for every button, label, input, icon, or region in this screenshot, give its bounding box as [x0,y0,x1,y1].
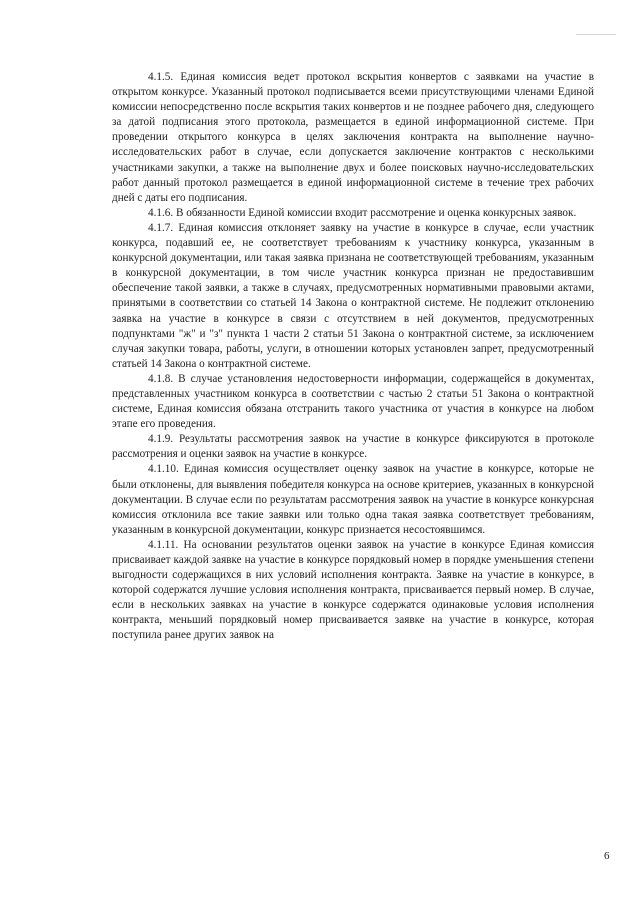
paragraph-4-1-8: 4.1.8. В случае установления недостоверности информации, содержащейся в документах, представленных участником конкурса в соответствии с частью 2 статьи 51 Закона о контрактной системе, Единая комиссия обязана отстранить такого участника от участия в конкурсе на любом этапе его проведения. [112,372,594,431]
paragraph-4-1-10: 4.1.10. Единая комиссия осуществляет оценку заявок на участие в конкурсе, которые не были отклонены, для выявления победителя конкурса на основе критериев, указанных в конкурсной документации. В случае если по результатам рассмотрения заявок на участие в конкурсе конкурсная комиссия отклонила все такие заявки или только одна такая заявка соответствует требованиям, указанным в конкурсной документации, конкурс признается несостоявшимся. [112,463,594,536]
paragraph-4-1-6: 4.1.6. В обязанности Единой комиссии входит рассмотрение и оценка конкурсных заявок. [148,206,577,219]
paragraph-4-1-7: 4.1.7. Единая комиссия отклоняет заявку на участие в конкурсе в случае, если участник конкурса, подавший ее, не соответствует требованиям к участнику конкурса, указанным в конкурсной документации, или такая заявка признана не соответствующей требованиям, указанным в конкурсной документации, в том числе участник конкурса признан не предоставившим обеспечение такой заявки, а также в случаях, предусмотренных нормативными правовыми актами, принятыми в соответствии со статьей 14 Закона о контрактной системе. Не подлежит отклонению заявка на участие в конкурсе в связи с отсутствием в ней документов, предусмотренных подпунктами "ж" и "з" пункта 1 части 2 статьи 51 Закона о контрактной системе, за исключением случая закупки товара, работы, услуги, в отношении которых установлен запрет, предусмотренный статьей 14 Закона о контрактной системе. [112,221,594,370]
paragraph-4-1-9: 4.1.9. Результаты рассмотрения заявок на участие в конкурсе фиксируются в протоколе рассмотрения и оценки заявок на участие в конкурсе. [112,433,594,461]
page-number: 6 [604,850,610,862]
paragraph-4-1-5: 4.1.5. Единая комиссия ведет протокол вскрытия конвертов с заявками на участие в открытом конкурсе. Указанный протокол подписывается всеми присутствующими членами Единой комиссии непосредственно после вскрытия таких конвертов и не позднее рабочего дня, следующего за датой подписания этого протокола, размещается в единой информационной системе. При проведении открытого конкурса в целях заключения контракта на выполнение научно-исследовательских работ в случае, если допускается заключение контрактов с несколькими участниками закупки, а также на выполнение двух и более поисковых научно-исследовательских работ данный протокол размещается в единой информационной системе в течение трех рабочих дней с даты его подписания. [112,71,594,204]
scan-artifact [576,34,616,35]
paragraph-4-1-11: 4.1.11. На основании результатов оценки заявок на участие в конкурсе Единая комиссия присваивает каждой заявке на участие в конкурсе порядковый номер в порядке уменьшения степени выгодности содержащихся в них условий исполнения контракта. Заявке на участие в конкурсе, в которой содержатся лучшие условия исполнения контракта, присваивается первый номер. В случае, если в нескольких заявках на участие в конкурсе содержатся одинаковые условия исполнения контракта, меньший порядковый номер присваивается заявке на участие в конкурсе, которая поступила ранее других заявок на [112,538,594,642]
